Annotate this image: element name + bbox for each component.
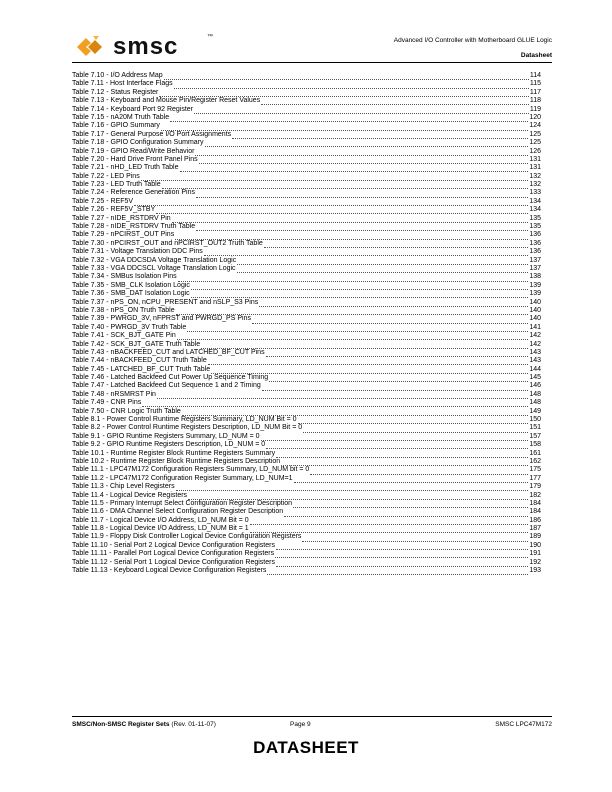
toc-entry-label: Table 11.10 - Serial Port 2 Logical Device Configuration Registers [72,541,275,549]
toc-entry-page: 148 [529,399,541,407]
toc-entry-page: 182 [529,491,541,499]
toc-entry-label: Table 7.41 - SCK_BJT_GATE Pin [72,332,176,340]
toc-entry-page: 125 [529,130,541,138]
toc-entry-page: 143 [529,357,541,365]
toc-entry[interactable] [72,341,541,349]
toc-entry-page: 136 [529,239,541,247]
trademark-symbol: ™ [207,34,213,40]
toc-entry-page: 125 [529,139,541,147]
toc-leader-dots [161,125,528,131]
toc-entry-page: 126 [529,147,541,155]
toc-leader-dots [164,74,529,80]
toc-entry-page: 119 [529,105,541,113]
toc-entry-page: 190 [529,541,541,549]
smsc-logo-icon [75,34,105,60]
toc-entry-label: Table 7.47 - Latched Backfeed Cut Sequence 1 and 2 Timing [72,382,261,390]
toc-leader-dots [284,511,528,517]
toc-entry-page: 140 [529,298,541,306]
toc-entry-page: 138 [529,273,541,281]
document-title: Advanced I/O Controller with Motherboard GLUE Logic [393,37,552,44]
toc-entry[interactable] [72,114,541,122]
toc-leader-dots [267,569,528,575]
toc-entry-page: 144 [529,365,541,373]
toc-entry-page: 133 [529,189,541,197]
toc-entry-label: Table 7.50 - CNR Logic Truth Table [72,407,181,415]
toc-entry-page: 132 [529,172,541,180]
toc-entry-label: Table 7.45 - LATCHED_BF_CUT Truth Table [72,365,211,373]
toc-entry[interactable] [72,231,541,239]
toc-entry[interactable] [72,466,541,474]
toc-entry[interactable] [72,550,541,558]
toc-entry[interactable] [72,517,541,525]
toc-entry[interactable] [72,173,541,181]
toc-entry-page: 146 [529,382,541,390]
toc-leader-dots [204,250,529,256]
toc-leader-dots [302,536,528,542]
toc-leader-dots [275,552,528,558]
toc-leader-dots [162,183,529,189]
toc-leader-dots [294,477,529,483]
toc-entry-page: 136 [529,248,541,256]
toc-entry-label: Table 7.46 - Latched Backfeed Cut Power Up Sequence Timing [72,374,269,382]
toc-entry-page: 134 [529,206,541,214]
toc-entry[interactable] [72,72,541,80]
toc-entry-page: 161 [529,449,541,457]
toc-entry[interactable] [72,106,541,114]
toc-entry-page: 114 [529,72,541,79]
toc-entry-label: Table 7.17 - General Purpose I/O Port Assignments [72,130,232,138]
toc-entry[interactable] [72,332,541,340]
toc-entry-page: 158 [529,441,541,449]
toc-entry[interactable] [72,366,541,374]
toc-entry-label: Table 7.36 - SMB_DAT Isolation Logic [72,290,190,298]
toc-entry-page: 131 [529,155,541,163]
toc-leader-dots [176,485,529,491]
toc-entry-label: Table 7.14 - Keyboard Port 92 Register [72,105,194,113]
toc-entry-page: 151 [529,424,541,432]
toc-entry[interactable] [72,89,541,97]
toc-entry-page: 131 [529,164,541,172]
toc-leader-dots [293,502,528,508]
toc-entry-label: Table 7.19 - GPIO Read/Write Behavior [72,147,195,155]
toc-entry[interactable] [72,492,541,500]
toc-leader-dots [276,452,528,458]
toc-entry-label: Table 7.10 - I/O Address Map [72,72,163,79]
toc-leader-dots [159,91,528,97]
toc-entry-page: 149 [529,407,541,415]
toc-entry-label: Table 7.49 - CNR Pins [72,399,142,407]
toc-leader-dots [182,410,528,416]
toc-leader-dots [191,292,529,298]
toc-entry-label: Table 7.31 - Voltage Translation DDC Pins [72,248,203,256]
toc-entry[interactable] [72,80,541,88]
toc-entry-label: Table 7.15 - nA20M Truth Table [72,113,170,121]
toc-leader-dots [262,385,529,391]
toc-entry-page: 179 [529,483,541,491]
toc-entry-page: 140 [529,315,541,323]
toc-entry[interactable] [72,391,541,399]
toc-entry[interactable] [72,290,541,298]
toc-leader-dots [180,166,529,172]
toc-entry-label: Table 9.1 - GPIO Runtime Registers Summary, LD_NUM = 0 [72,432,260,440]
toc-entry-label: Table 11.4 - Logical Device Registers [72,491,188,499]
toc-entry-page: 192 [529,558,541,566]
toc-entry[interactable] [72,416,541,424]
toc-entry[interactable] [72,408,541,416]
toc-entry-label: Table 7.29 - nPCIRST_OUT Pins [72,231,175,239]
toc-entry[interactable] [72,265,541,273]
toc-entry[interactable] [72,139,541,147]
toc-entry-label: Table 11.12 - Serial Port 1 Logical Device Configuration Registers [72,558,275,566]
toc-leader-dots [208,359,529,365]
toc-leader-dots [188,494,528,500]
toc-entry[interactable] [72,374,541,382]
toc-entry[interactable] [72,148,541,156]
toc-leader-dots [195,150,528,156]
toc-entry[interactable] [72,215,541,223]
toc-entry-label: Table 7.33 - VGA DDCSCL Voltage Translation Logic [72,264,236,272]
toc-entry-label: Table 11.3 - Chip Level Registers [72,483,175,491]
toc-entry[interactable] [72,357,541,365]
toc-entry[interactable] [72,164,541,172]
toc-entry[interactable] [72,156,541,164]
toc-entry-page: 124 [529,122,541,130]
toc-entry-page: 142 [529,340,541,348]
toc-leader-dots [232,133,528,139]
footer-revision: (Rev. 01-11-07) [169,721,216,728]
toc-entry[interactable] [72,299,541,307]
toc-leader-dots [276,544,528,550]
toc-entry-page: 189 [529,533,541,541]
toc-entry[interactable] [72,315,541,323]
toc-entry-page: 135 [529,223,541,231]
toc-entry[interactable] [72,223,541,231]
toc-entry-label: Table 7.24 - Reference Generation Pins [72,189,195,197]
toc-leader-dots [194,108,529,114]
toc-entry-page: 175 [529,466,541,474]
toc-entry-label: Table 7.34 - SMBus Isolation Pins [72,273,177,281]
toc-entry[interactable] [72,273,541,281]
toc-entry[interactable] [72,97,541,105]
toc-entry-label: Table 10.2 - Runtime Register Block Runtime Registers Description [72,457,281,465]
toc-entry-page: 139 [529,290,541,298]
toc-entry-label: Table 7.38 - nPS_ON Truth Table [72,306,175,314]
toc-entry-label: Table 7.13 - Keyboard and Mouse Pin/Register Reset Values [72,97,261,105]
toc-entry[interactable] [72,475,541,483]
toc-leader-dots [261,99,529,105]
toc-entry[interactable] [72,399,541,407]
toc-entry-label: Table 7.44 - nBACKFEED_CUT Truth Table [72,357,207,365]
toc-leader-dots [310,469,528,475]
toc-entry-label: Table 7.20 - Hard Drive Front Panel Pins [72,155,198,163]
toc-entry-label: Table 7.28 - nIDE_RSTDRV Truth Table [72,223,196,231]
toc-entry-page: 143 [529,348,541,356]
toc-leader-dots [281,460,528,466]
toc-leader-dots [156,208,528,214]
toc-entry-page: 137 [529,264,541,272]
toc-leader-dots [205,141,529,147]
toc-entry-label: Table 7.37 - nPS_ON, nCPU_PRESENT and nSLP_S3 Pins [72,298,259,306]
toc-entry-label: Table 7.18 - GPIO Configuration Summary [72,139,204,147]
toc-leader-dots [250,527,529,533]
toc-entry-label: Table 9.2 - GPIO Runtime Registers Description, LD_NUM = 0 [72,441,266,449]
toc-entry-page: 150 [529,416,541,424]
toc-leader-dots [170,116,528,122]
toc-entry-page: 134 [529,197,541,205]
toc-entry-page: 191 [529,550,541,558]
toc-entry[interactable] [72,349,541,357]
toc-entry-page: 118 [529,97,541,105]
toc-entry-page: 157 [529,432,541,440]
toc-entry[interactable] [72,189,541,197]
toc-entry-page: 117 [529,88,541,96]
toc-entry-label: Table 8.2 - Power Control Runtime Registers Description, LD_NUM Bit = 0 [72,424,303,432]
toc-leader-dots [199,158,529,164]
toc-leader-dots [172,217,529,223]
toc-entry-label: Table 7.30 - nPCIRST_OUT and nPCIRST_OUT2 Truth Table [72,239,263,247]
toc-entry-label: Table 7.27 - nIDE_RSTDRV Pin [72,214,171,222]
toc-entry[interactable] [72,441,541,449]
toc-entry-page: 187 [529,525,541,533]
toc-entry[interactable] [72,500,541,508]
toc-leader-dots [237,267,529,273]
toc-entry[interactable] [72,131,541,139]
toc-entry[interactable] [72,433,541,441]
toc-entry-page: 120 [529,113,541,121]
toc-entry-page: 132 [529,181,541,189]
toc-entry[interactable] [72,257,541,265]
toc-leader-dots [266,351,529,357]
toc-entry[interactable] [72,240,541,248]
toc-entry[interactable] [72,206,541,214]
toc-entry-label: Table 7.12 - Status Register [72,88,159,96]
toc-leader-dots [196,225,528,231]
toc-entry[interactable] [72,567,541,575]
page-number: Page 9 [290,721,311,728]
toc-entry-page: 145 [529,374,541,382]
toc-entry-label: Table 11.11 - Parallel Port Logical Device Configuration Registers [72,550,275,558]
datasheet-stamp: DATASHEET [253,738,359,757]
toc-leader-dots [134,200,528,206]
toc-leader-dots [175,234,528,240]
toc-leader-dots [298,418,529,424]
toc-entry-label: Table 7.40 - PWRGD_3V Truth Table [72,323,187,331]
toc-leader-dots [174,83,529,89]
toc-entry-page: 141 [529,323,541,331]
toc-entry[interactable] [72,559,541,567]
toc-entry-label: Table 7.11 - Host Interface Flags [72,80,173,88]
toc-leader-dots [141,175,529,181]
toc-entry-label: Table 7.39 - PWRGD_3V, nFPRST and PWRGD_PS Pins [72,315,251,323]
toc-entry-page: 136 [529,231,541,239]
toc-entry-page: 137 [529,256,541,264]
toc-entry-page: 162 [529,457,541,465]
toc-leader-dots [250,519,529,525]
toc-leader-dots [187,326,528,332]
toc-entry-label: Table 11.6 - DMA Channel Select Configuration Register Description [72,508,284,516]
toc-entry-page: 142 [529,332,541,340]
toc-leader-dots [201,343,528,349]
toc-entry-label: Table 11.7 - Logical Device I/O Address, LD_NUM Bit = 0 [72,516,249,524]
toc-entry[interactable] [72,508,541,516]
toc-entry[interactable] [72,424,541,432]
toc-entry-page: 115 [529,80,541,88]
toc-leader-dots [191,284,528,290]
toc-leader-dots [196,192,528,198]
toc-leader-dots [177,334,529,340]
toc-leader-dots [269,376,528,382]
toc-entry[interactable] [72,307,541,315]
list-of-tables [72,72,541,575]
toc-entry[interactable] [72,483,541,491]
toc-entry[interactable] [72,525,541,533]
toc-entry-page: 139 [529,281,541,289]
toc-entry-label: Table 11.9 - Floppy Disk Controller Logical Device Configuration Registers [72,533,302,541]
toc-entry-label: Table 7.22 - LED Pins [72,172,140,180]
toc-entry-page: 186 [529,516,541,524]
logo-wordmark: smsc [113,33,179,60]
toc-entry[interactable] [72,248,541,256]
toc-leader-dots [142,401,528,407]
toc-leader-dots [211,368,528,374]
toc-entry[interactable] [72,282,541,290]
toc-entry-label: Table 7.32 - VGA DDCSDA Voltage Translation Logic [72,256,237,264]
smsc-logo [75,34,215,60]
footer-rule [72,716,552,717]
toc-entry[interactable] [72,324,541,332]
toc-leader-dots [266,443,528,449]
toc-entry[interactable] [72,382,541,390]
toc-leader-dots [259,301,528,307]
toc-leader-dots [261,435,529,441]
toc-leader-dots [237,259,528,265]
toc-entry[interactable] [72,450,541,458]
toc-leader-dots [264,242,529,248]
toc-leader-dots [276,561,528,567]
toc-entry-label: Table 8.1 - Power Control Runtime Registers Summary, LD_NUM Bit = 0 [72,416,297,424]
toc-entry-label: Table 7.16 - GPIO Summary [72,122,160,130]
toc-entry-label: Table 11.5 - Primary Interrupt Select Configuration Register Description [72,499,293,507]
toc-entry[interactable] [72,542,541,550]
toc-entry-label: Table 7.23 - LED Truth Table [72,181,161,189]
toc-entry-label: Table 7.43 - nBACKFEED_CUT and LATCHED_BF_CUT Pins [72,348,265,356]
toc-entry-label: Table 7.42 - SCK_BJT_GATE Truth Table [72,340,201,348]
toc-entry-page: 140 [529,306,541,314]
footer-document-name: SMSC/Non-SMSC Register Sets [72,721,170,728]
toc-entry-page: 184 [529,499,541,507]
toc-entry-label: Table 7.35 - SMB_CLK Isolation Logic [72,281,190,289]
toc-entry-label: Table 7.48 - nRSMRST Pin [72,390,156,398]
toc-entry-page: 148 [529,390,541,398]
toc-entry-label: Table 11.1 - LPC47M172 Configuration Registers Summary, LD_NUM bit = 0 [72,466,310,474]
toc-entry-label: Table 11.2 - LPC47M172 Configuration Register Summary, LD_NUM=1 [72,474,293,482]
toc-entry-label: Table 7.21 - nHD_LED Truth Table [72,164,179,172]
toc-entry[interactable] [72,181,541,189]
toc-leader-dots [178,276,529,282]
toc-leader-dots [176,309,529,315]
toc-leader-dots [252,318,528,324]
toc-entry-page: 177 [529,474,541,482]
header-rule [72,62,552,63]
footer-part-number: SMSC LPC47M172 [495,721,552,728]
toc-entry-page: 193 [529,567,541,575]
toc-entry-label: Table 11.13 - Keyboard Logical Device Configuration Registers [72,567,267,575]
toc-entry[interactable] [72,458,541,466]
toc-entry-label: Table 11.8 - Logical Device I/O Address, LD_NUM Bit = 1 [72,525,249,533]
toc-entry-label: Table 7.26 - REF5V_STBY [72,206,156,214]
toc-leader-dots [157,393,528,399]
toc-leader-dots [303,427,528,433]
toc-entry-page: 135 [529,214,541,222]
toc-entry-label: Table 10.1 - Runtime Register Block Runtime Registers Summary [72,449,276,457]
toc-entry[interactable] [72,122,541,130]
toc-entry[interactable] [72,198,541,206]
footer-document-revision [72,721,216,728]
toc-entry[interactable] [72,533,541,541]
toc-entry-label: Table 7.25 - REF5V [72,197,134,205]
document-type: Datasheet [520,52,552,59]
toc-entry-page: 184 [529,508,541,516]
